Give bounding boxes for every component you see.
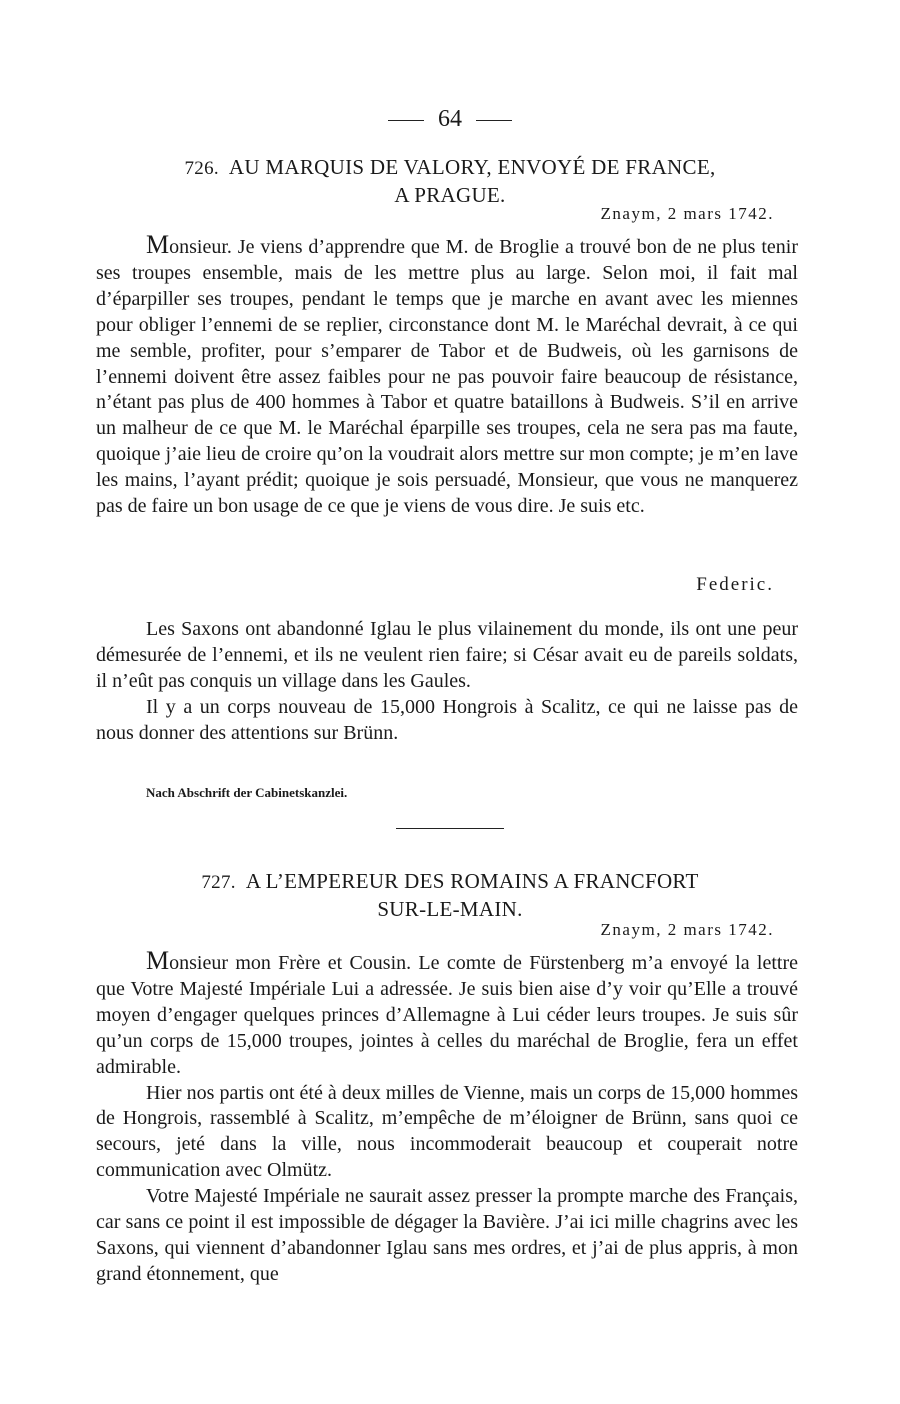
letter-726-paragraph: Monsieur. Je viens d’apprendre que M. de Broglie a trouvé bon de ne plus tenir ses troupes ensemble, mais de les mettre plus au large. Selon moi, il fait mal d’éparpiller ses troupes, pendant le temps que je marche en avant avec les miennes pour obliger l’ennemi de se replier, circonstance dont M. le Maréchal devrait, à ce qui me semble, profiter, pour s’emparer de Tabor et de Budweis, où les garnisons de l’ennemi doivent être assez faibles pour ne pas pouvoir faire beaucoup de résistance, n’étant pas plus de 400 hommes à Tabor et quatre bataillons à Budweis. S’il en arrive un malheur de ce que M. le Maréchal éparpille ses troupes, cela ne sera pas ma faute, quoique j’aie lieu de croire qu’on la voudrait alors mettre sur mon compte; je m’en lave les mains, l’ayant prédit; quoique je sois persuadé, Monsieur, que vous ne manquerez pas de faire un bon usage de ce que je viens de vous dire. Je suis etc.	[96, 230, 798, 518]
letter-727-body	[96, 948, 798, 1288]
letter-726-title: AU MARQUIS DE VALORY, ENVOYÉ DE FRANCE,	[228, 155, 716, 179]
letter-727-title-line2: SUR-LE-MAIN.	[377, 897, 523, 921]
letter-727-heading	[100, 868, 800, 922]
letter-727-dateline: Znaym, 2 mars 1742.	[600, 920, 774, 939]
letter-726-title-line2: A PRAGUE.	[394, 183, 506, 207]
page-number-text: 64	[438, 106, 462, 132]
letter-727-paragraph: Hier nos partis ont été à deux milles de Vienne, mais un corps de 15,000 hommes de Hongrois, rassemblé à Scalitz, m’empêche de m’éloigner de Brünn, sans quoi ce secours, jeté dans la ville, nous incommoderait beaucoup et couperait notre communication avec Olmütz.	[96, 1081, 798, 1182]
letter-727-title-line1	[100, 868, 800, 896]
section-divider	[396, 828, 504, 829]
letter-726-heading	[100, 154, 800, 208]
letter-726-signature: Federic.	[696, 574, 774, 595]
letter-727-title: A L’EMPEREUR DES ROMAINS A FRANCFORT	[245, 869, 699, 893]
letter-726-title-line1	[100, 154, 800, 182]
page-number-dash-right	[476, 120, 512, 121]
letter-726-postscript-paragraph: Les Saxons ont abandonné Iglau le plus vilainement du monde, ils ont une peur démesurée de l’ennemi, et ils ne veulent rien faire; si César avait eu de pareils soldats, il n’eût pas conquis un village dans les Gaules.	[96, 618, 798, 692]
page-number-dash-left	[388, 120, 424, 121]
letter-726-postscript	[96, 617, 798, 747]
page-number	[0, 106, 900, 133]
letter-726-number: 726.	[184, 158, 219, 179]
letter-727-number: 727.	[201, 872, 236, 893]
letter-727-paragraph: Monsieur mon Frère et Cousin. Le comte de Fürstenberg m’a envoyé la lettre que Votre Majesté Impériale Lui a adressée. Je suis bien aise d’y voir qu’Elle a trouvé moyen d’engager quelques princes d’Allemagne à Lui céder leurs troupes. Je suis sûr qu’un corps de 15,000 troupes, jointes à celles du maréchal de Broglie, fera un effet admirable.	[96, 946, 798, 1078]
letter-726-dateline: Znaym, 2 mars 1742.	[600, 204, 774, 223]
letter-726-body	[96, 232, 798, 520]
letter-726-postscript-paragraph: Il y a un corps nouveau de 15,000 Hongrois à Scalitz, ce qui ne laisse pas de nous donner des attentions sur Brünn.	[96, 695, 798, 744]
letter-727-paragraph: Votre Majesté Impériale ne saurait assez presser la prompte marche des Français, car sans ce point il est impossible de dégager la Bavière. J’ai ici mille chagrins avec les Saxons, qui viennent d’abandonner Iglau sans mes ordres, et j’ai de plus appris, à mon grand étonnement, que	[96, 1185, 798, 1285]
letter-726-source-note: Nach Abschrift der Cabinetskanzlei.	[146, 785, 348, 800]
